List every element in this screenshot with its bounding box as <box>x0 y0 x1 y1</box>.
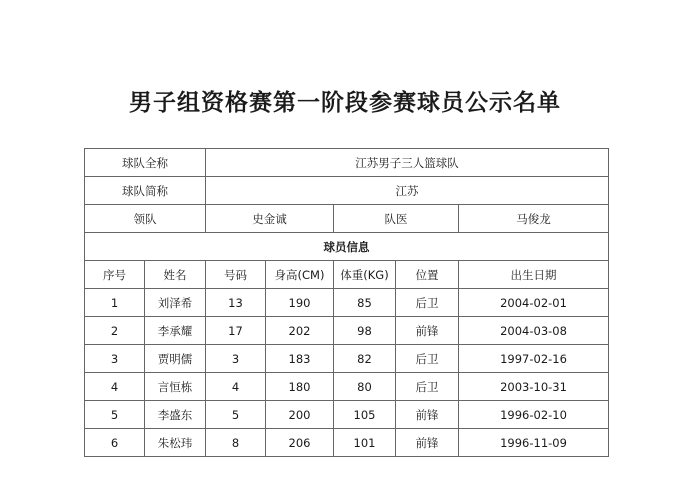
player-index: 4 <box>85 373 145 401</box>
player-name: 李承耀 <box>145 317 206 345</box>
player-number: 4 <box>206 373 266 401</box>
table-row <box>85 317 609 345</box>
players-section-title: 球员信息 <box>85 233 609 261</box>
team-full-name-label: 球队全称 <box>85 149 206 177</box>
players-section-row <box>85 233 609 261</box>
column-header: 体重(KG) <box>334 261 396 289</box>
table-row <box>85 345 609 373</box>
player-weight: 101 <box>334 429 396 457</box>
player-name: 朱松玮 <box>145 429 206 457</box>
player-birthdate: 2004-03-08 <box>459 317 609 345</box>
player-weight: 98 <box>334 317 396 345</box>
team-short-name-value: 江苏 <box>206 177 609 205</box>
player-weight: 85 <box>334 289 396 317</box>
player-weight: 82 <box>334 345 396 373</box>
player-number: 5 <box>206 401 266 429</box>
table-row <box>85 429 609 457</box>
table-row <box>85 373 609 401</box>
player-number: 3 <box>206 345 266 373</box>
player-birthdate: 2003-10-31 <box>459 373 609 401</box>
doctor-label: 队医 <box>334 205 459 233</box>
player-position: 后卫 <box>396 373 459 401</box>
player-number: 13 <box>206 289 266 317</box>
column-header: 号码 <box>206 261 266 289</box>
table-row <box>85 289 609 317</box>
team-full-name-row <box>85 149 609 177</box>
doctor-value: 马俊龙 <box>459 205 609 233</box>
player-position: 后卫 <box>396 345 459 373</box>
player-height: 183 <box>266 345 334 373</box>
player-weight: 80 <box>334 373 396 401</box>
player-name: 刘泽希 <box>145 289 206 317</box>
player-birthdate: 1996-02-10 <box>459 401 609 429</box>
player-height: 200 <box>266 401 334 429</box>
player-index: 5 <box>85 401 145 429</box>
player-name: 李盛东 <box>145 401 206 429</box>
team-full-name-value: 江苏男子三人篮球队 <box>206 149 609 177</box>
page-title: 男子组资格赛第一阶段参赛球员公示名单 <box>129 90 561 116</box>
leader-label: 领队 <box>85 205 206 233</box>
player-number: 8 <box>206 429 266 457</box>
column-header: 身高(CM) <box>266 261 334 289</box>
player-name: 贾明儒 <box>145 345 206 373</box>
player-index: 6 <box>85 429 145 457</box>
player-height: 206 <box>266 429 334 457</box>
column-header: 位置 <box>396 261 459 289</box>
player-height: 202 <box>266 317 334 345</box>
table-row <box>85 401 609 429</box>
player-height: 190 <box>266 289 334 317</box>
player-index: 2 <box>85 317 145 345</box>
team-short-name-label: 球队简称 <box>85 177 206 205</box>
player-position: 前锋 <box>396 401 459 429</box>
column-header: 出生日期 <box>459 261 609 289</box>
player-weight: 105 <box>334 401 396 429</box>
leader-value: 史金诚 <box>206 205 334 233</box>
player-index: 1 <box>85 289 145 317</box>
player-position: 后卫 <box>396 289 459 317</box>
player-birthdate: 1996-11-09 <box>459 429 609 457</box>
staff-row <box>85 205 609 233</box>
player-number: 17 <box>206 317 266 345</box>
player-name: 言恒栋 <box>145 373 206 401</box>
column-header: 序号 <box>85 261 145 289</box>
player-index: 3 <box>85 345 145 373</box>
player-position: 前锋 <box>396 429 459 457</box>
player-birthdate: 1997-02-16 <box>459 345 609 373</box>
player-position: 前锋 <box>396 317 459 345</box>
player-birthdate: 2004-02-01 <box>459 289 609 317</box>
column-header-row <box>85 261 609 289</box>
column-header: 姓名 <box>145 261 206 289</box>
player-height: 180 <box>266 373 334 401</box>
team-short-name-row <box>85 177 609 205</box>
roster-table <box>84 148 609 457</box>
